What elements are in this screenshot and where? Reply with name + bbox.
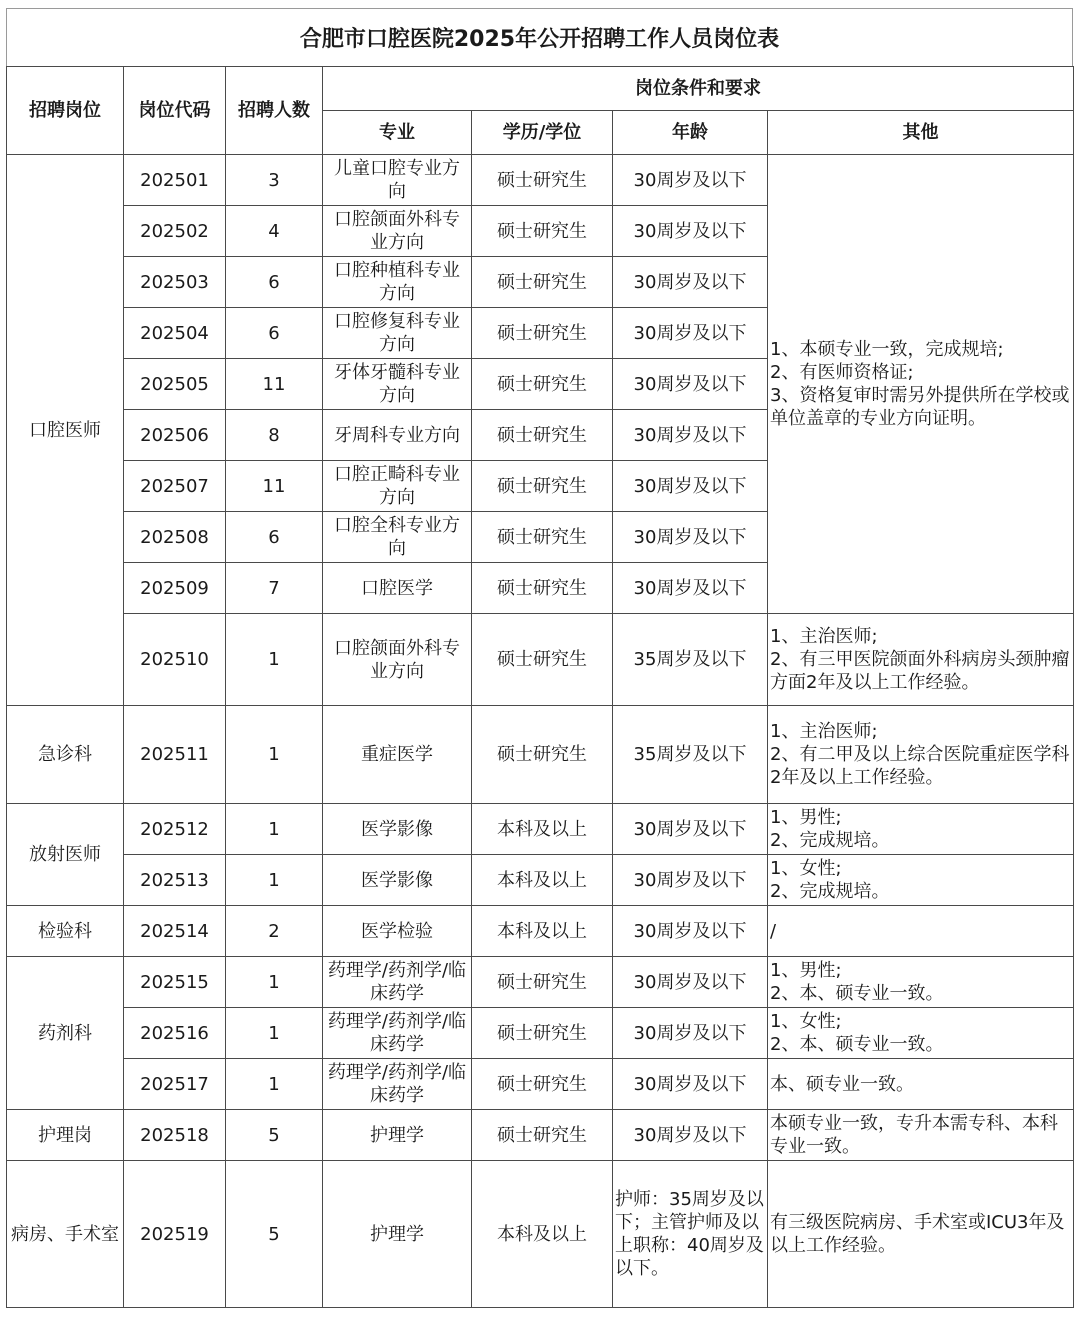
note-line: 2、有三甲医院颌面外科病房头颈肿瘤方面2年及以上工作经验。 (770, 649, 1070, 693)
code-cell: 202508 (124, 512, 226, 563)
note-line: 3、资格复审时需另外提供所在学校或单位盖章的专业方向证明。 (770, 385, 1070, 429)
note-202513 (768, 855, 1074, 906)
major-cell: 口腔医学 (323, 563, 472, 614)
major-cell: 药理学/药剂学/临床药学 (323, 1059, 472, 1110)
age-cell: 30周岁及以下 (613, 257, 768, 308)
group-yaoji: 药剂科 (7, 957, 124, 1110)
major-cell: 口腔颌面外科专业方向 (323, 206, 472, 257)
age-cell: 30周岁及以下 (613, 461, 768, 512)
table-row (7, 706, 1074, 804)
edu-cell: 硕士研究生 (472, 206, 613, 257)
age-cell: 30周岁及以下 (613, 308, 768, 359)
edu-cell: 硕士研究生 (472, 1059, 613, 1110)
note-line: 1、男性; (770, 960, 842, 981)
count-cell: 1 (226, 706, 323, 804)
edu-cell: 硕士研究生 (472, 1110, 613, 1161)
count-cell: 7 (226, 563, 323, 614)
count-cell: 6 (226, 308, 323, 359)
group-kouqiang: 口腔医师 (7, 155, 124, 706)
note-202511 (768, 706, 1074, 804)
major-cell: 口腔修复科专业方向 (323, 308, 472, 359)
count-cell: 1 (226, 804, 323, 855)
age-cell: 30周岁及以下 (613, 155, 768, 206)
code-cell: 202516 (124, 1008, 226, 1059)
major-cell: 护理学 (323, 1161, 472, 1308)
age-cell: 30周岁及以下 (613, 804, 768, 855)
note-line: 1、男性; (770, 807, 842, 828)
note-line: 2、有二甲及以上综合医院重症医学科2年及以上工作经验。 (770, 744, 1070, 788)
major-cell: 医学检验 (323, 906, 472, 957)
note-line: 2、有医师资格证; (770, 362, 914, 383)
code-cell: 202501 (124, 155, 226, 206)
major-cell: 医学影像 (323, 855, 472, 906)
major-cell: 药理学/药剂学/临床药学 (323, 957, 472, 1008)
group-fangshe: 放射医师 (7, 804, 124, 906)
code-cell: 202504 (124, 308, 226, 359)
code-cell: 202511 (124, 706, 226, 804)
note-202510 (768, 614, 1074, 706)
group-huli: 护理岗 (7, 1110, 124, 1161)
edu-cell: 本科及以上 (472, 906, 613, 957)
note-202512 (768, 804, 1074, 855)
code-cell: 202514 (124, 906, 226, 957)
count-cell: 5 (226, 1161, 323, 1308)
table-row (7, 804, 1074, 855)
code-cell: 202515 (124, 957, 226, 1008)
header-education: 学历/学位 (472, 111, 613, 155)
edu-cell: 硕士研究生 (472, 512, 613, 563)
note-202517: 本、硕专业一致。 (768, 1059, 1074, 1110)
note-line: 1、主治医师; (770, 721, 878, 742)
table-row (7, 1008, 1074, 1059)
age-cell: 30周岁及以下 (613, 512, 768, 563)
edu-cell: 硕士研究生 (472, 155, 613, 206)
age-cell: 30周岁及以下 (613, 855, 768, 906)
note-line: 2、本、硕专业一致。 (770, 1034, 944, 1055)
count-cell: 6 (226, 257, 323, 308)
edu-cell: 本科及以上 (472, 804, 613, 855)
note-202515 (768, 957, 1074, 1008)
major-cell: 牙周科专业方向 (323, 410, 472, 461)
count-cell: 1 (226, 855, 323, 906)
page-title: 合肥市口腔医院2025年公开招聘工作人员岗位表 (6, 8, 1073, 66)
age-cell: 30周岁及以下 (613, 1110, 768, 1161)
note-line: 1、女性; (770, 858, 842, 879)
note-line: 2、完成规培。 (770, 881, 890, 902)
count-cell: 2 (226, 906, 323, 957)
header-major: 专业 (323, 111, 472, 155)
header-other: 其他 (768, 111, 1074, 155)
count-cell: 1 (226, 614, 323, 706)
count-cell: 1 (226, 957, 323, 1008)
major-cell: 牙体牙髓科专业方向 (323, 359, 472, 410)
age-cell: 护师：35周岁及以下；主管护师及以上职称：40周岁及以下。 (613, 1161, 768, 1308)
code-cell: 202507 (124, 461, 226, 512)
note-line: 1、本硕专业一致，完成规培; (770, 339, 1004, 360)
edu-cell: 硕士研究生 (472, 461, 613, 512)
major-cell: 口腔全科专业方向 (323, 512, 472, 563)
note-202518: 本硕专业一致，专升本需专科、本科专业一致。 (768, 1110, 1074, 1161)
age-cell: 30周岁及以下 (613, 957, 768, 1008)
edu-cell: 本科及以上 (472, 855, 613, 906)
table-row (7, 855, 1074, 906)
note-202514: / (768, 906, 1074, 957)
code-cell: 202519 (124, 1161, 226, 1308)
code-cell: 202502 (124, 206, 226, 257)
table-row (7, 155, 1074, 206)
count-cell: 11 (226, 359, 323, 410)
group-bingfang: 病房、手术室 (7, 1161, 124, 1308)
age-cell: 35周岁及以下 (613, 706, 768, 804)
group-jianyan: 检验科 (7, 906, 124, 957)
code-cell: 202506 (124, 410, 226, 461)
note-line: 1、女性; (770, 1011, 842, 1032)
major-cell: 口腔颌面外科专业方向 (323, 614, 472, 706)
count-cell: 5 (226, 1110, 323, 1161)
count-cell: 6 (226, 512, 323, 563)
edu-cell: 硕士研究生 (472, 410, 613, 461)
note-202516 (768, 1008, 1074, 1059)
major-cell: 重症医学 (323, 706, 472, 804)
edu-cell: 硕士研究生 (472, 563, 613, 614)
code-cell: 202518 (124, 1110, 226, 1161)
age-cell: 30周岁及以下 (613, 563, 768, 614)
table-row (7, 614, 1074, 706)
code-cell: 202503 (124, 257, 226, 308)
code-cell: 202513 (124, 855, 226, 906)
age-cell: 30周岁及以下 (613, 1008, 768, 1059)
age-cell: 30周岁及以下 (613, 906, 768, 957)
major-cell: 口腔种植科专业方向 (323, 257, 472, 308)
code-cell: 202510 (124, 614, 226, 706)
code-cell: 202505 (124, 359, 226, 410)
edu-cell: 硕士研究生 (472, 1008, 613, 1059)
code-cell: 202509 (124, 563, 226, 614)
header-count: 招聘人数 (226, 67, 323, 155)
header-code: 岗位代码 (124, 67, 226, 155)
edu-cell: 硕士研究生 (472, 614, 613, 706)
count-cell: 1 (226, 1008, 323, 1059)
code-cell: 202512 (124, 804, 226, 855)
age-cell: 35周岁及以下 (613, 614, 768, 706)
header-age: 年龄 (613, 111, 768, 155)
table-row (7, 1161, 1074, 1308)
table-row (7, 957, 1074, 1008)
edu-cell: 硕士研究生 (472, 957, 613, 1008)
age-cell: 30周岁及以下 (613, 359, 768, 410)
count-cell: 1 (226, 1059, 323, 1110)
major-cell: 医学影像 (323, 804, 472, 855)
header-post: 招聘岗位 (7, 67, 124, 155)
edu-cell: 硕士研究生 (472, 308, 613, 359)
header-row-1 (7, 67, 1074, 111)
edu-cell: 硕士研究生 (472, 359, 613, 410)
note-line: 2、本、硕专业一致。 (770, 983, 944, 1004)
note-line: 2、完成规培。 (770, 830, 890, 851)
recruitment-table (6, 66, 1074, 1308)
count-cell: 3 (226, 155, 323, 206)
table-row (7, 906, 1074, 957)
major-cell: 护理学 (323, 1110, 472, 1161)
count-cell: 8 (226, 410, 323, 461)
major-cell: 口腔正畸科专业方向 (323, 461, 472, 512)
header-requirements: 岗位条件和要求 (323, 67, 1074, 111)
age-cell: 30周岁及以下 (613, 410, 768, 461)
group-jizhen: 急诊科 (7, 706, 124, 804)
code-cell: 202517 (124, 1059, 226, 1110)
table-row (7, 1110, 1074, 1161)
age-cell: 30周岁及以下 (613, 206, 768, 257)
edu-cell: 硕士研究生 (472, 706, 613, 804)
major-cell: 儿童口腔专业方向 (323, 155, 472, 206)
count-cell: 11 (226, 461, 323, 512)
edu-cell: 硕士研究生 (472, 257, 613, 308)
recruitment-sheet (6, 8, 1073, 1308)
table-row (7, 1059, 1074, 1110)
count-cell: 4 (226, 206, 323, 257)
major-cell: 药理学/药剂学/临床药学 (323, 1008, 472, 1059)
age-cell: 30周岁及以下 (613, 1059, 768, 1110)
note-kouqiang-common (768, 155, 1074, 614)
note-line: 1、主治医师; (770, 626, 878, 647)
edu-cell: 本科及以上 (472, 1161, 613, 1308)
note-202519: 有三级医院病房、手术室或ICU3年及以上工作经验。 (768, 1161, 1074, 1308)
